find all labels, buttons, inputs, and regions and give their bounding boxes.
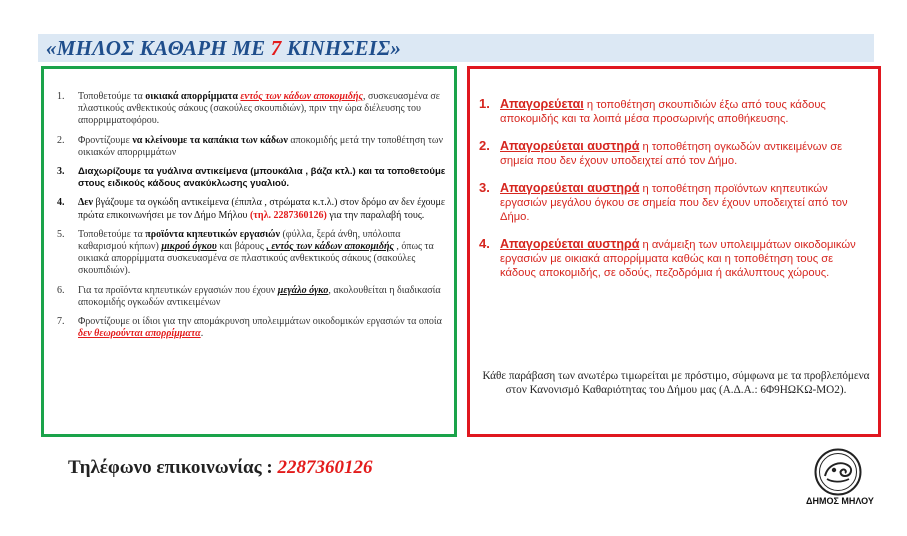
list-item: 4. Δεν βγάζουμε τα ογκώδη αντικείμενα (έπιπλα , στρώματα κ.τ.λ.) στον δρόμο αν δεν έχουμε πρώτα επικοινωνήσει με τον Δήμο Μήλου (τηλ. 2287360126) για την παραλαβή τους.: [57, 197, 446, 221]
list-item: 2. Φροντίζουμε να κλείνουμε τα καπάκια των κάδων αποκομιδής μετά την τοποθέτηση των οικιακών απορριμμάτων: [57, 134, 444, 158]
title-number: 7: [270, 36, 282, 60]
list-item: 6. Για τα προϊόντα κηπευτικών εργασιών που έχουν μεγάλο όγκο, ακολουθείται η διαδικασία αποκομιδής ογκωδών αντικειμένων: [57, 284, 441, 308]
list-item: 1. Απαγορεύεται η τοποθέτηση σκουπιδιών έξω από τους κάδους αποκομιδής και τα λοιπά μέσα προσωρινής αποθήκευσης.: [479, 96, 826, 125]
list-item: 5. Τοποθετούμε τα προϊόντα κηπευτικών εργασιών (φύλλα, ξερά άνθη, υπόλοιπα καθαρισμού κήπων) μικρού όγκου και βάρους , εντός των κάδων αποκομιδής , όπως τα οικιακά απορρίμματα συσκευασμένα σε πλαστικούς ανθεκτικούς σάκους (σακούλες σκουπιδιών).: [57, 228, 434, 277]
list-item: 1. Τοποθετούμε τα οικιακά απορρίμματα εντός των κάδων αποκομιδής, συσκευασμένα σε πλαστικούς ανθεκτικούς σάκους (σακούλες σκουπιδιών), πριν την ώρα διέλευσης του απορριμματοφόρου.: [57, 91, 440, 127]
list-item: 7. Φροντίζουμε οι ίδιοι για την απομάκρυνση υπολειμμάτων οικοδομικών εργασιών τα οποία δεν θεωρούνται απορρίμματα.: [57, 316, 442, 340]
instructions-panel: [41, 66, 457, 437]
prohibitions-panel: [467, 66, 881, 437]
page-title: «ΜΗΛΟΣ ΚΑΘΑΡΗ ΜΕ 7 ΚΙΝΗΣΕΙΣ»: [46, 36, 402, 60]
list-item: 4. Απαγορεύεται αυστηρά η ανάμειξη των υπολειμμάτων οικοδομικών εργασιών με οικιακά απορρίμματα καθώς και η τοποθέτηση τους σε κάδους αποκομιδής, σε οδούς, πεζοδρόμια ή ακάλυπτους χώρους.: [479, 236, 856, 279]
list-item: 3. Διαχωρίζουμε τα γυάλινα αντικείμενα (μπουκάλια , βάζα κτλ.) και τα τοποθετούμε στους ειδικούς κάδους ανακύκλωσης γυαλιού.: [57, 166, 446, 190]
prohibitions-list: [476, 97, 872, 293]
list-item: 2. Απαγορεύεται αυστηρά η τοποθέτηση ογκωδών αντικειμένων σε σημεία που δεν έχουν υποδειχτεί από τον Δήμο.: [479, 138, 843, 167]
penalty-note: Κάθε παράβαση των ανωτέρω τιμωρείται με πρόστιμο, σύμφωνα με τα προβλεπόμενα στον Κανονισμό Καθαριότητας του Δήμου μας (Α.Δ.Α.: 6Φ9ΗΩΚΩ-ΜΟ2).: [482, 370, 870, 396]
list-item: 3. Απαγορεύεται αυστηρά η τοποθέτηση προϊόντων κηπευτικών εργασιών μεγάλου όγκου σε σημεία που δεν έχουν υποδειχτεί από τον Δήμο.: [479, 180, 848, 223]
contact-phone: Τηλέφωνο επικοινωνίας : 2287360126: [68, 457, 373, 478]
instructions-list: [50, 91, 446, 347]
municipality-seal-icon: [814, 448, 862, 496]
phone-number[interactable]: 2287360126: [277, 457, 373, 478]
logo-caption: ΔΗΜΟΣ ΜΗΛΟΥ: [806, 496, 874, 506]
